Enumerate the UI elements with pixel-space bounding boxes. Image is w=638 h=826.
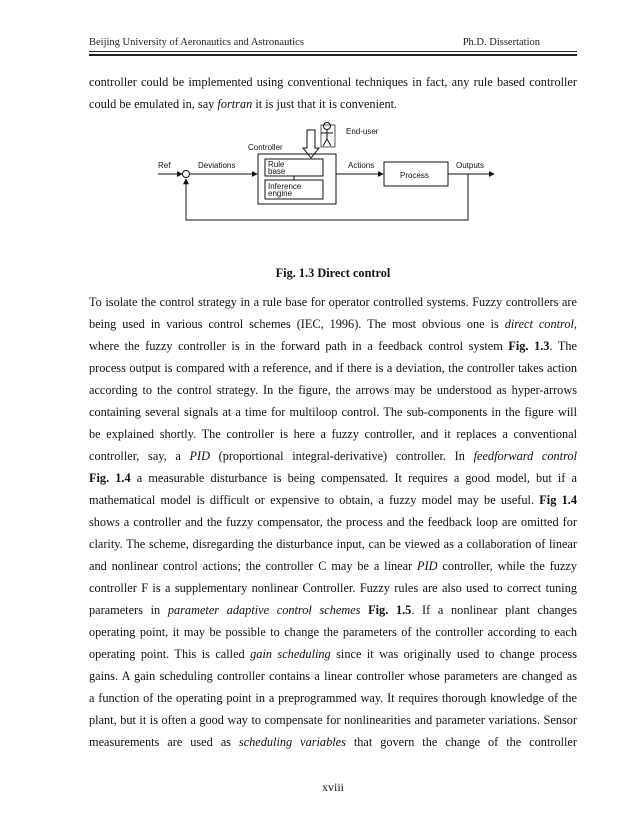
body-line: process output is compared with a reference, and if there is a deviation, the controller takes action xyxy=(89,361,577,375)
summing-junction xyxy=(183,171,190,178)
body-line: operating point. This is called gain scheduling since it was originally used to change process xyxy=(89,647,577,661)
body-paragraph xyxy=(89,291,577,753)
outputs-label: Outputs xyxy=(456,161,485,170)
body-line: be explained shortly. The controller is here a fuzzy controller, and it replaces a conventional xyxy=(89,427,577,441)
body-line: clarity. The scheme, disregarding the disturbance input, can be viewed as a collaboration of linear xyxy=(89,537,577,551)
fortran-term: fortran xyxy=(217,97,253,111)
body-line: mathematical model is difficult or expensive to obtain, a fuzzy model may be useful. Fig 1.4 xyxy=(89,493,577,507)
end-user-label: End-user xyxy=(346,127,379,136)
body-line: containing several signals at a time for multiloop control. The sub-components in the figure will xyxy=(89,405,577,419)
page-header xyxy=(89,37,577,51)
figure-caption: Fig. 1.3 Direct control xyxy=(275,266,391,280)
actions-label: Actions xyxy=(348,161,375,170)
body-line: Fig. 1.4 a measurable disturbance is being compensated. It requires a good model, but if a xyxy=(89,471,577,485)
end-user-icon xyxy=(321,123,335,148)
header-institution: Beijing University of Aeronautics and Astronautics xyxy=(89,37,304,48)
intro-paragraph xyxy=(89,71,577,115)
body-line: operating point, it may be possible to change the parameters of the controller according to each xyxy=(89,625,577,639)
body-line: plant, but it is often a good way to compensate for nonlinearities and parameter variations. Sensor xyxy=(89,713,577,727)
controller-label: Controller xyxy=(248,143,283,152)
inference-label-1: Inference xyxy=(268,182,302,191)
direct-control-diagram xyxy=(148,120,504,232)
rule-base-label-2: base xyxy=(268,167,286,176)
body-line: being used in various control schemes (IEC, 1996). The most obvious one is direct control, xyxy=(89,317,577,331)
body-line: a function of the operating point in a preprogrammed way. It requires thorough knowledge of the xyxy=(89,691,577,705)
ref-label: Ref xyxy=(158,161,171,170)
page-number: xviii xyxy=(321,780,344,794)
header-rule-thin xyxy=(89,51,577,52)
deviations-label: Deviations xyxy=(198,161,236,170)
body-line: parameters in parameter adaptive control schemes Fig. 1.5. If a nonlinear plant changes xyxy=(89,603,577,617)
body-line: according to the control strategy. In the figure, the arrows may be understood as hyper-arrows xyxy=(89,383,577,397)
intro-line-1: controller could be implemented using conventional techniques in fact, any rule based controller xyxy=(89,75,577,89)
process-label: Process xyxy=(400,171,429,180)
rule-base-label-1: Rule xyxy=(268,160,285,169)
body-line: controller F is a supplementary nonlinear Controller. Fuzzy rules are also used to correct tuning xyxy=(89,581,577,595)
body-line: measurements are used as scheduling variables that govern the change of the controller xyxy=(89,735,577,749)
body-line: gains. A gain scheduling controller contains a linear controller whose parameters are changed as xyxy=(89,669,577,683)
intro-line-2: could be emulated in, say fortran it is just that it is convenient. xyxy=(89,97,398,111)
body-line: where the fuzzy controller is in the forward path in a feedback control system Fig. 1.3. The xyxy=(89,339,577,353)
body-line: and nonlinear control actions; the controller C may be a linear PID controller, while the fuzzy xyxy=(89,559,577,573)
body-line: shows a controller and the fuzzy compensator, the process and the feedback loop are omitted for xyxy=(89,515,577,529)
inference-label-2: engine xyxy=(268,189,293,198)
header-rule-thick xyxy=(89,54,577,56)
body-line: To isolate the control strategy in a rule base for operator controlled systems. Fuzzy controllers are xyxy=(89,295,577,309)
header-doc-type: Ph.D. Dissertation xyxy=(462,37,540,48)
body-line: controller, say, a PID (proportional integral-derivative) controller. In feedforward control xyxy=(89,449,577,463)
